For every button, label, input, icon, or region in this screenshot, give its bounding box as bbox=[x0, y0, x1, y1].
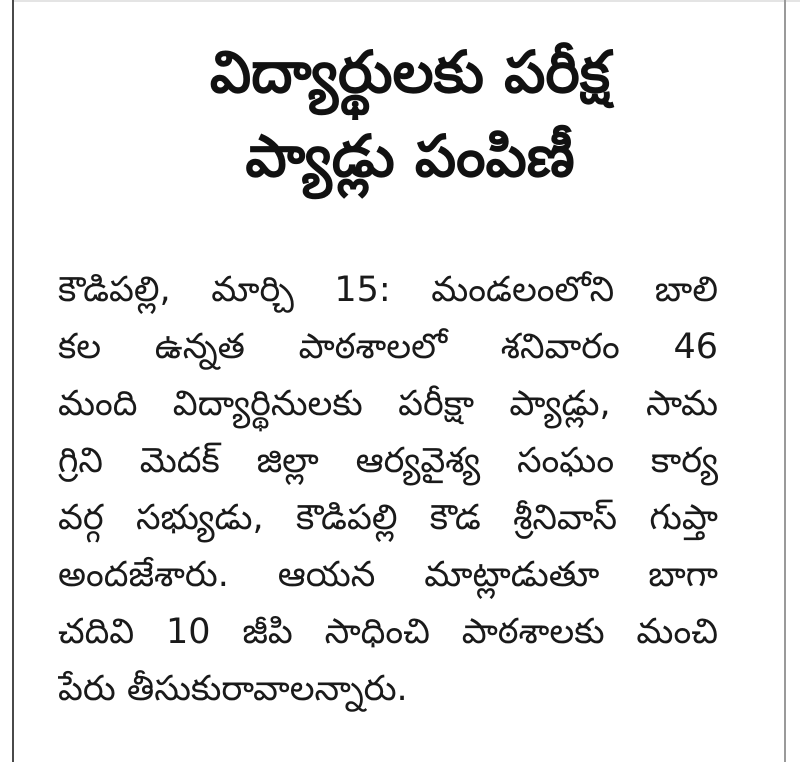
body-line: గ్రిని మెదక్ జిల్లా ఆర్యవైశ్య సంఘం కార్య bbox=[58, 441, 718, 481]
top-edge bbox=[14, 0, 800, 2]
headline bbox=[60, 30, 760, 198]
body-line: మంది విద్యార్థినులకు పరీక్షా ప్యాడ్లు, సామ bbox=[58, 384, 718, 424]
body-line: కల ఉన్నత పాఠశాలలో శనివారం 46 bbox=[58, 327, 718, 367]
headline-line: ప్యాడ్లు పంపిణీ bbox=[245, 122, 575, 190]
body-line: వర్గ సభ్యుడు, కౌడిపల్లి కౌడ శ్రీనివాస్ గుప్తా bbox=[58, 498, 718, 538]
body-line: చదివి 10 జీపి సాధించి పాఠశాలకు మంచి bbox=[58, 612, 718, 652]
column-divider bbox=[12, 0, 14, 762]
body-line-last: పేరు తీసుకురావాలన్నారు. bbox=[58, 669, 408, 709]
article-body bbox=[58, 262, 718, 718]
body-line: కౌడిపల్లి, మార్చి 15: మండలంలోని బాలి bbox=[58, 270, 718, 310]
body-line: అందజేశారు. ఆయన మాట్లాడుతూ బాగా bbox=[58, 555, 718, 595]
right-edge bbox=[784, 0, 786, 762]
headline-line: విద్యార్థులకు పరీక్ష bbox=[209, 38, 611, 106]
